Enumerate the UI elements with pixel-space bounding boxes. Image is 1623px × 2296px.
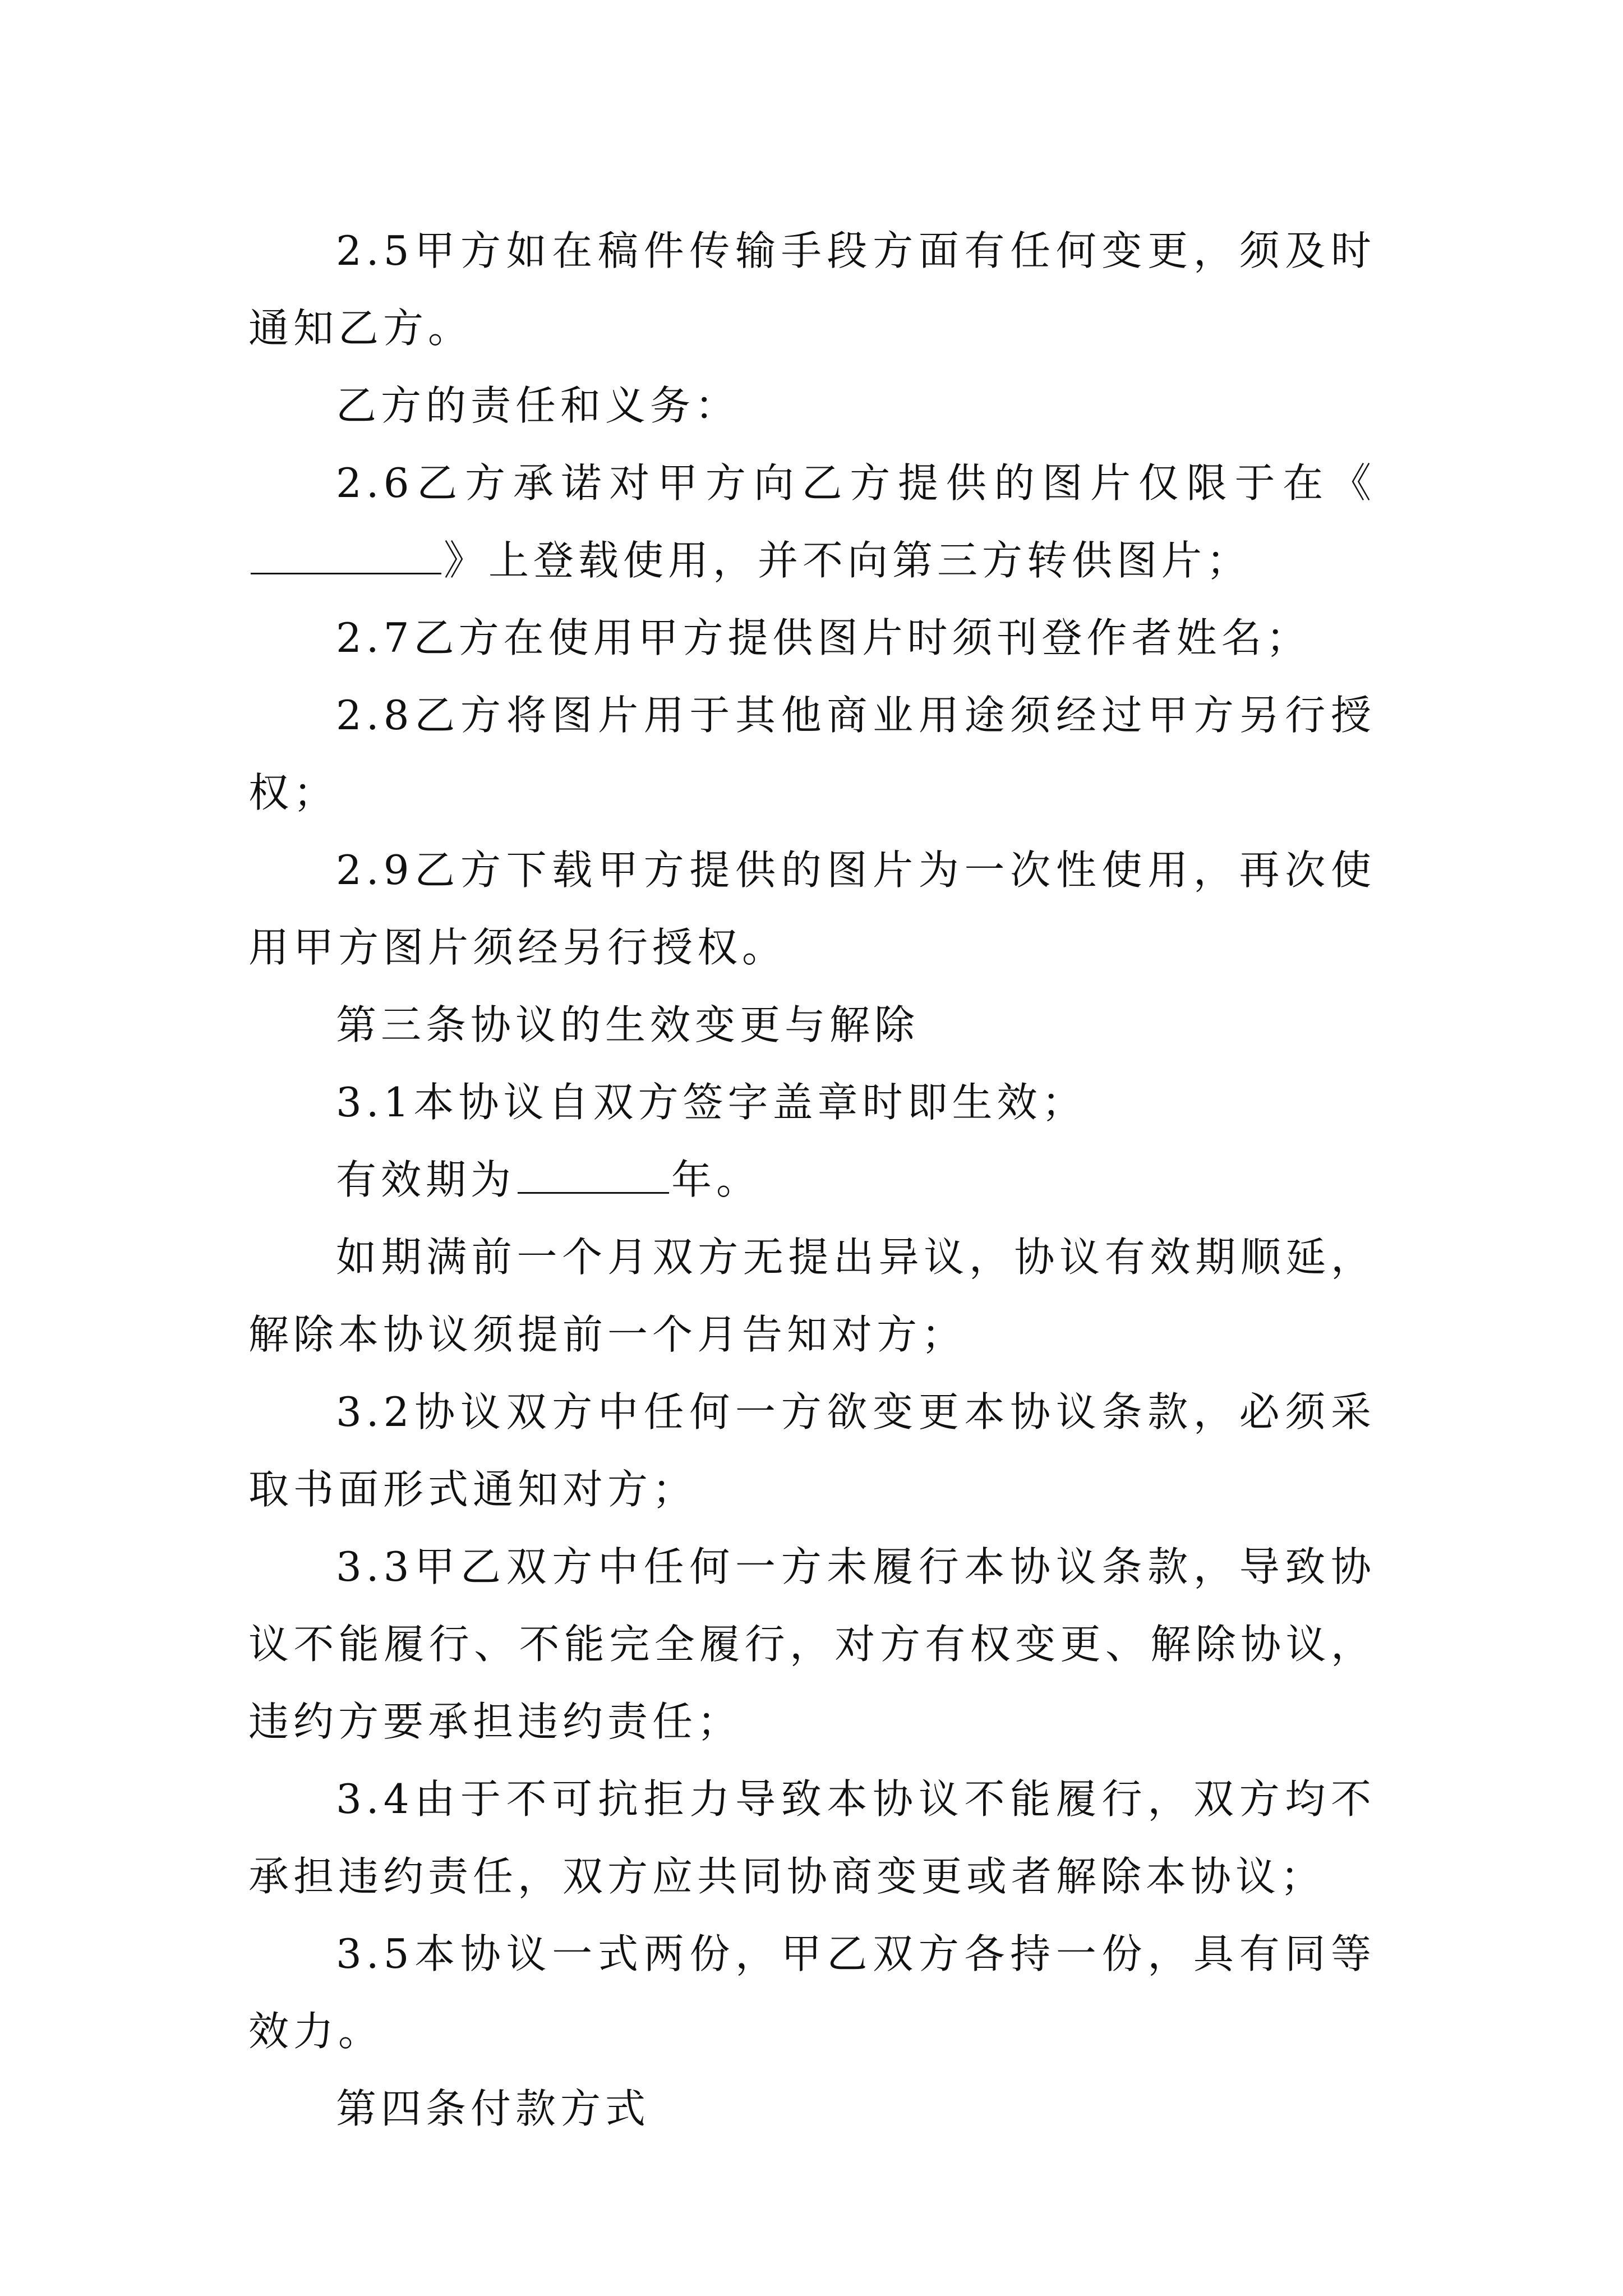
document-body	[248, 212, 1376, 2147]
paragraph-3-4: 3.4由于不可抗拒力导致本协议不能履行，双方均不承担违约责任，双方应共同协商变更或者解除本协议；	[248, 1775, 1376, 1900]
validity-years-blank	[518, 1158, 669, 1194]
section-4-heading: 第四条付款方式	[336, 2085, 651, 2132]
paragraph-renewal: 如期满前一个月双方无提出异议，协议有效期顺延，解除本协议须提前一个月告知对方；	[248, 1234, 1376, 1358]
publication-name-blank	[251, 539, 441, 574]
paragraph-3-2: 3.2协议双方中任何一方欲变更本协议条款，必须采取书面形式通知对方；	[248, 1388, 1376, 1513]
paragraph-2-6-end: 》上登载使用，并不向第三方转供图片；	[444, 537, 1252, 584]
paragraph-2-8: 2.8乙方将图片用于其他商业用途须经过甲方另行授权；	[248, 692, 1376, 816]
paragraph-party-b-heading: 乙方的责任和义务：	[336, 382, 740, 429]
paragraph-validity	[248, 1141, 1376, 1218]
paragraph-3-5: 3.5本协议一式两份，甲乙双方各持一份，具有同等效力。	[248, 1930, 1376, 2055]
paragraph-3-3: 3.3甲乙双方中任何一方未履行本协议条款，导致协议不能履行、不能完全履行，对方有权变更、解除协议，违约方要承担违约责任；	[248, 1543, 1376, 1745]
paragraph-2-6-start: 2.6乙方承诺对甲方向乙方提供的图片仅限于在《	[336, 459, 1376, 507]
section-3-heading: 第三条协议的生效变更与解除	[336, 1001, 920, 1048]
validity-label: 有效期为	[336, 1156, 516, 1203]
validity-suffix: 年。	[671, 1156, 762, 1203]
paragraph-3-1: 3.1本协议自双方签字盖章时即生效；	[336, 1079, 1087, 1126]
paragraph-2-6	[248, 444, 1376, 599]
paragraph-2-7: 2.7乙方在使用甲方提供图片时须刊登作者姓名；	[336, 614, 1311, 661]
paragraph-2-9: 2.9乙方下载甲方提供的图片为一次性使用，再次使用甲方图片须经另行授权。	[248, 846, 1376, 971]
paragraph-2-5: 2.5甲方如在稿件传输手段方面有任何变更，须及时通知乙方。	[248, 227, 1376, 352]
